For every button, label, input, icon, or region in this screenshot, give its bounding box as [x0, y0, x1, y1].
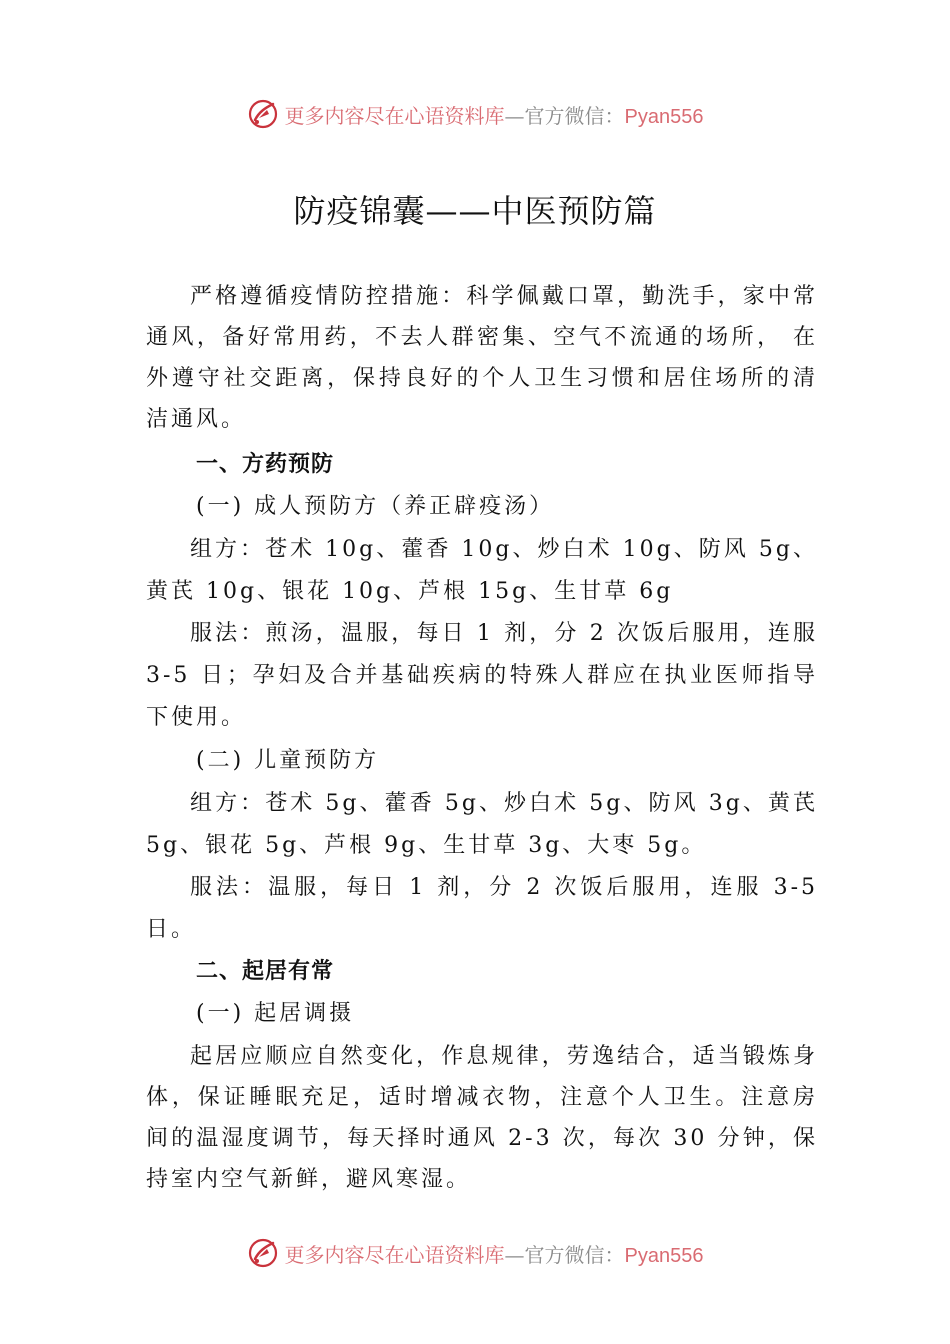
- subheading-daily-routine: (一) 起居调摄: [196, 1001, 355, 1026]
- section-heading-lifestyle: 二、起居有常: [196, 959, 335, 984]
- child-usage: 服法：温服，每日 1 剂，分 2 次饭后服用，连服 3-5 日。: [146, 875, 818, 942]
- wechat-id: Pyan556: [624, 1244, 704, 1267]
- section-heading-prescription: 一、方药预防: [196, 452, 335, 477]
- brush-logo-icon: [247, 98, 279, 130]
- page-title: 防疫锦囊——中医预防篇: [293, 192, 657, 230]
- intro-paragraph: 严格遵循疫情防控措施：科学佩戴口罩，勤洗手，家中常通风，备好常用药，不去人群密集、空气不流通的场所， 在外遵守社交距离，保持良好的个人卫生习惯和居住场所的清洁通风。: [146, 284, 818, 432]
- adult-formula: 组方：苍术 10g、藿香 10g、炒白术 10g、防风 5g、黄芪 10g、银花 10g、芦根 15g、生甘草 6g: [146, 537, 818, 604]
- adult-usage: 服法：煎汤，温服，每日 1 剂，分 2 次饭后服用，连服 3-5 日；孕妇及合并基础疾病的特殊人群应在执业医师指导下使用。: [146, 621, 818, 730]
- subheading-child: (二) 儿童预防方: [196, 748, 380, 773]
- child-formula: 组方：苍术 5g、藿香 5g、炒白术 5g、防风 3g、黄芪 5g、银花 5g、芦根 9g、生甘草 3g、大枣 5g。: [146, 791, 818, 858]
- wechat-id: Pyan556: [624, 105, 704, 128]
- brush-logo-icon: [247, 1237, 279, 1269]
- header-watermark: [0, 94, 950, 134]
- document-body: [146, 276, 818, 1200]
- watermark-text: 更多内容尽在心语资料库—官方微信：Pyan556: [284, 103, 704, 128]
- subheading-adult: (一) 成人预防方（养正辟疫汤）: [196, 494, 555, 519]
- watermark-text: 更多内容尽在心语资料库—官方微信：Pyan556: [284, 1242, 704, 1267]
- footer-watermark: [0, 1233, 950, 1273]
- daily-routine-paragraph: 起居应顺应自然变化，作息规律，劳逸结合，适当锻炼身体，保证睡眠充足，适时增减衣物，注意个人卫生。注意房间的温湿度调节，每天择时通风 2-3 次，每次 30 分钟，保持室内空气新鲜，避风寒湿。: [146, 1044, 818, 1192]
